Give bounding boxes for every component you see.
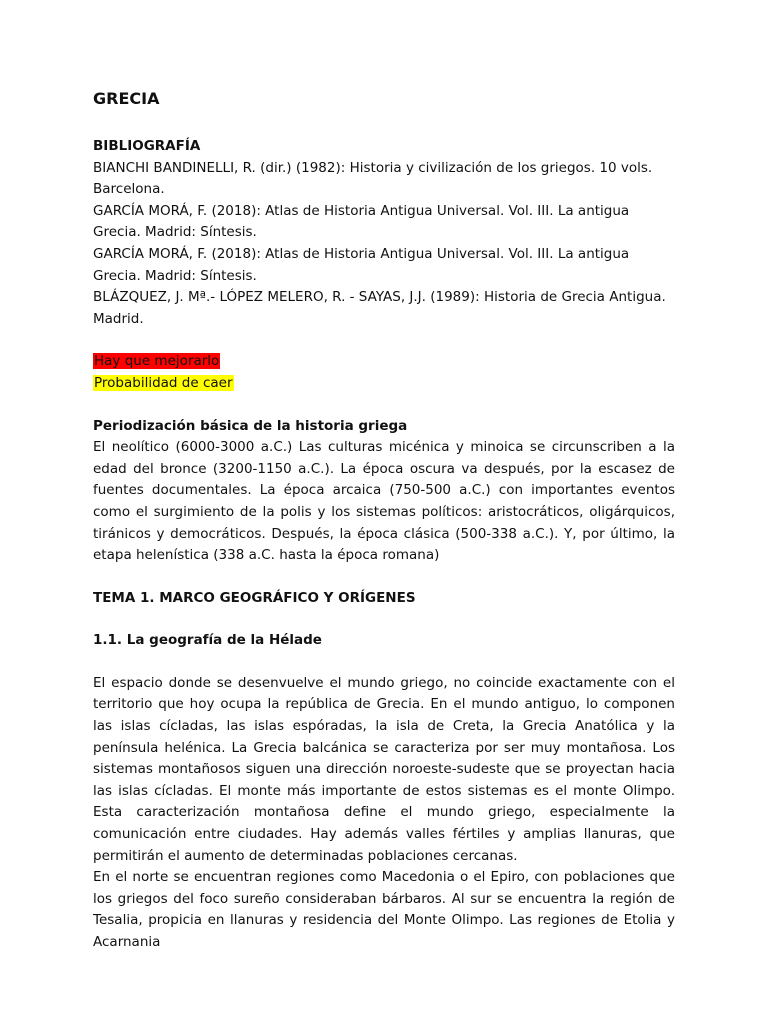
legend-red-label: Hay que mejorarlo	[94, 353, 220, 370]
tema1-heading: TEMA 1. MARCO GEOGRÁFICO Y ORÍGENES	[93, 589, 416, 606]
section-paragraph: En el norte se encuentran regiones como Macedonia o el Epiro, con poblaciones que los griegos del foco sureño consideraban bárbaros. Al sur se encuentra la región de Tesalia, propicia en llanuras y residencia del Monte Olimpo. Las regiones de Etolia y Acarnania	[93, 869, 675, 950]
bibliography-section	[93, 136, 675, 330]
periodization-text: El neolítico (6000-3000 a.C.) Las culturas micénica y minoica se circunscriben a la edad del bronce (3200-1150 a.C.). La época oscura va después, por la escasez de fuentes documentales. La época arcaica (750-500 a.C.) con importantes eventos como el surgimiento de la polis y los sistemas políticos: aristocráticos, oligárquicos, tiránicos y democráticos. Después, la época clásica (500-338 a.C.). Y, por último, la etapa helenística (338 a.C. hasta la época romana)	[93, 439, 675, 564]
bibliography-entry: BIANCHI BANDINELLI, R. (dir.) (1982): Historia y civilización de los griegos. 10 vols. Barcelona.	[93, 159, 653, 198]
periodization-section	[93, 416, 675, 567]
section-heading: 1.1. La geografía de la Hélade	[93, 632, 322, 649]
legend-yellow-label: Probabilidad de caer	[94, 374, 233, 391]
section-paragraph: El espacio donde se desenvuelve el mundo griego, no coincide exactamente con el territorio que hoy ocupa la república de Grecia. En el mundo antiguo, lo componen las islas cícladas, las islas espóradas, la isla de Creta, la Grecia Anatólica y la península helénica. La Grecia balcánica se caracteriza por ser muy montañosa. Los sistemas montañosos siguen una dirección noroeste-sudeste que se proyectan hacia las islas cícladas. El monte más importante de estos sistemas es el monte Olimpo. Esta caracterización montañosa define el mundo griego, especialmente la comunicación entre ciudades. Hay además valles fértiles y amplias llanuras, que permitirán el aumento de determinadas poblaciones cercanas.	[93, 674, 675, 864]
periodization-heading: Periodización básica de la historia griega	[93, 417, 408, 434]
bibliography-entry: GARCÍA MORÁ, F. (2018): Atlas de Historia Antigua Universal. Vol. III. La antigua Grecia. Madrid: Síntesis.	[93, 245, 630, 284]
bibliography-entry: GARCÍA MORÁ, F. (2018): Atlas de Historia Antigua Universal. Vol. III. La antigua Grecia. Madrid: Síntesis.	[93, 202, 630, 241]
section-body	[93, 673, 675, 954]
highlight-legend	[93, 351, 675, 394]
bibliography-heading: BIBLIOGRAFÍA	[93, 138, 201, 154]
bibliography-entry: BLÁZQUEZ, J. Mª.- LÓPEZ MELERO, R. - SAYAS, J.J. (1989): Historia de Grecia Antigua. Madrid.	[93, 289, 666, 327]
document-title: GRECIA	[93, 89, 160, 108]
